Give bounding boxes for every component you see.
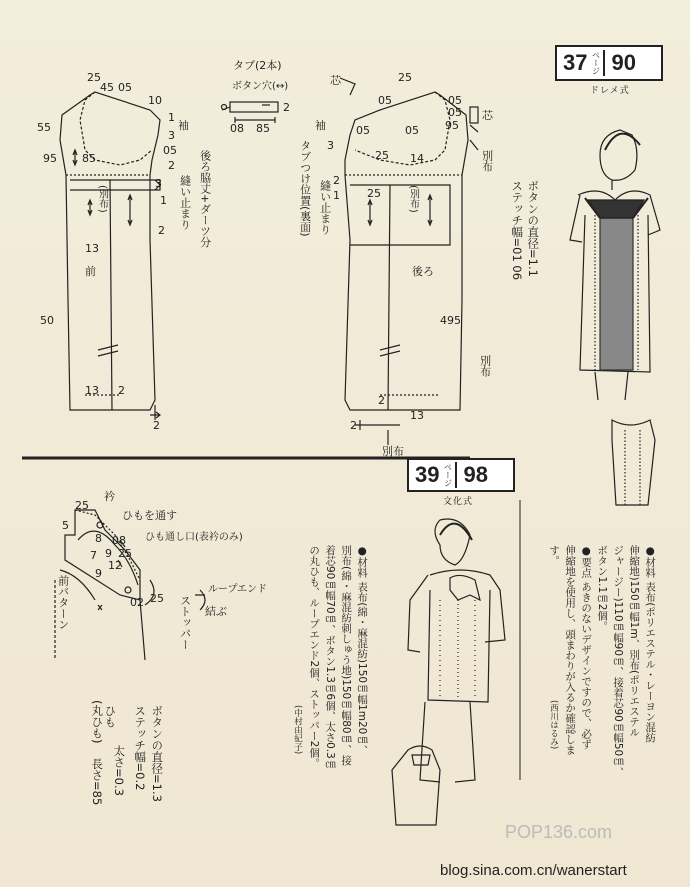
tie-label: 結ぶ	[205, 605, 227, 618]
materials-39-line-2: 別布(綿・麻混紡刺しゅう地)150㎝幅80㎝、接	[340, 545, 353, 766]
front-dim: 2	[118, 384, 125, 397]
materials-37-line-6: 伸縮地を使用し、頭まわりが入るか確認しま	[564, 545, 577, 755]
front-dim: 85	[82, 152, 96, 165]
separate-fabric-side-2: 別布	[478, 355, 492, 377]
back-dim: 25	[367, 187, 381, 200]
front-label: 前	[85, 265, 96, 278]
back-dim: 05	[405, 124, 419, 137]
badge-number: 39	[415, 462, 440, 487]
core-label-1: 芯	[330, 74, 341, 87]
stitch-width-37: ステッチ幅=01 06	[510, 180, 525, 281]
front-dim: 25	[87, 71, 101, 84]
collar-dim: 12	[108, 559, 122, 572]
front-dim: 13	[85, 384, 99, 397]
collar-dim: 25	[150, 592, 164, 605]
page-badge-37	[555, 45, 663, 81]
front-dim: 2	[168, 159, 175, 172]
collar-dim: 9	[105, 547, 112, 560]
front-dim: 2	[158, 224, 165, 237]
button-diameter-37: ボタンの直径=1.1	[526, 180, 541, 277]
tab-pattern	[222, 102, 279, 123]
cord-label: ひも	[103, 705, 118, 728]
materials-37-line-5: ●要点 あきのないデザインですので、必ず	[580, 545, 593, 750]
collar-dim: 9	[95, 567, 102, 580]
back-dim: 2	[378, 394, 385, 407]
badge-style-dreme: ドレメ式	[590, 86, 630, 96]
badge-style-bunka: 文化式	[443, 497, 474, 507]
front-dim: 3	[168, 129, 175, 142]
collar-dim: 8	[95, 532, 102, 545]
front-dim: 45	[100, 81, 114, 94]
collar-dim: 25	[118, 547, 132, 560]
tab-title: タブ(2本)	[233, 59, 282, 72]
back-sleeve-label: 袖	[315, 119, 326, 132]
page-badge-39	[407, 458, 515, 492]
collar-dim: 08	[112, 534, 126, 547]
cord-round-label: (丸ひも)	[90, 700, 105, 744]
collar-dim: 25	[75, 499, 89, 512]
stopper-label: ストッパー	[178, 595, 192, 650]
front-separate-fabric: (別布)	[96, 185, 108, 213]
front-dim: 1	[160, 194, 167, 207]
collar-dim: 5	[62, 519, 69, 532]
collar-dim: 7	[90, 549, 97, 562]
back-dim: 13	[410, 409, 424, 422]
back-separate-fabric: (別布)	[407, 185, 419, 213]
back-dim: 05	[448, 106, 462, 119]
materials-37-credit: (西川はるみ)	[548, 700, 559, 750]
collar-label: 衿	[104, 490, 115, 503]
dress-illustration-37	[570, 130, 660, 505]
materials-37-line-2: 伸縮地)150㎝幅1m、別布(ポリエステル	[628, 545, 641, 738]
separate-fabric-bottom: 別布	[382, 445, 404, 458]
back-dim: 3	[327, 139, 334, 152]
back-note-stop: 縫い止まり	[318, 180, 332, 235]
front-dim: 13	[85, 242, 99, 255]
badge-number: 37	[563, 50, 588, 75]
front-dim: 2	[153, 419, 160, 432]
back-dim: 05	[356, 124, 370, 137]
front-dim: 1	[168, 111, 175, 124]
loop-end-label: ループエンド	[208, 584, 267, 595]
cord-thickness: 太さ=0.3	[112, 745, 127, 796]
materials-37-line-1: ●材料 表布(ポリエステル・レーヨン混紡	[644, 545, 657, 743]
back-dim: 05	[378, 94, 392, 107]
blouse-illustration-39	[392, 519, 505, 825]
separate-fabric-side-1: 別布	[480, 150, 494, 172]
badge-pe-ji: ページ	[591, 51, 601, 75]
tab-dim-2: 85	[256, 122, 270, 135]
materials-37-line-4: ボタン1.1㎝2個。	[596, 545, 609, 632]
front-dim: 55	[37, 121, 51, 134]
tab-dim-1: 08	[230, 122, 244, 135]
back-label: 後ろ	[412, 265, 434, 278]
front-dim: 3	[155, 177, 162, 190]
back-dim: 05	[448, 94, 462, 107]
front-bodice-pattern	[60, 92, 160, 420]
cord-through-label: ひもを通す	[122, 509, 177, 522]
front-sleeve-label: 袖	[178, 119, 189, 132]
buttonhole-label: ボタン穴(↔)	[232, 81, 289, 92]
back-note-tab-position: タブつけ位置(裏面)	[298, 140, 312, 237]
front-dim: 05	[163, 144, 177, 157]
front-dim: 05	[118, 81, 132, 94]
back-dim: 25	[398, 71, 412, 84]
back-dim: 2	[350, 419, 357, 432]
materials-39-line-1: ●材料 表布(綿・麻混紡)150㎝幅1m20㎝、	[356, 545, 369, 756]
stitch-width-39: ステッチ幅=0.2	[133, 705, 148, 791]
front-pattern-label: 前パターン	[56, 575, 70, 630]
footer-url: blog.sina.com.cn/wanerstart	[440, 862, 627, 879]
front-dim: 95	[43, 152, 57, 165]
back-dim: 2	[333, 174, 340, 187]
back-dim: 495	[440, 314, 461, 327]
materials-39-credit: (中村由紀子)	[292, 705, 303, 755]
back-dim: 14	[410, 152, 424, 165]
collar-dim: 02	[130, 596, 144, 609]
badge-pe-ji: ページ	[443, 463, 453, 487]
cord-length: 長さ=85	[90, 758, 105, 806]
materials-39-line-4: の丸ひも、ループエンド2個、ストッパー2個。	[308, 545, 321, 769]
materials-39-line-3: 着芯90㎝幅70㎝、ボタン1.3㎝6個、太さ0.3㎝	[324, 545, 337, 770]
button-diameter-39: ボタンの直径=1.3	[150, 705, 165, 802]
front-dim: 10	[148, 94, 162, 107]
front-note-darts: 後ろ脇丈+ダーツ分	[198, 150, 212, 248]
core-label-2: 芯	[482, 109, 493, 122]
tab-dim-3: 2	[283, 101, 290, 114]
front-note-stop: 縫い止まり	[178, 175, 192, 230]
back-dim: 1	[333, 189, 340, 202]
badge-page: 98	[455, 462, 487, 488]
watermark-logo: POP136.com	[505, 822, 613, 842]
cord-opening-label: ひも通し口(表衿のみ)	[145, 532, 243, 543]
back-dim: 25	[375, 149, 389, 162]
front-dim: 50	[40, 314, 54, 327]
back-dim: 95	[445, 119, 459, 132]
materials-37-line-7: す。	[548, 545, 561, 566]
badge-page: 90	[603, 50, 635, 76]
materials-37-line-3: ジャージー)110㎝幅90㎝、接着芯90㎝幅50㎝、	[612, 545, 625, 778]
